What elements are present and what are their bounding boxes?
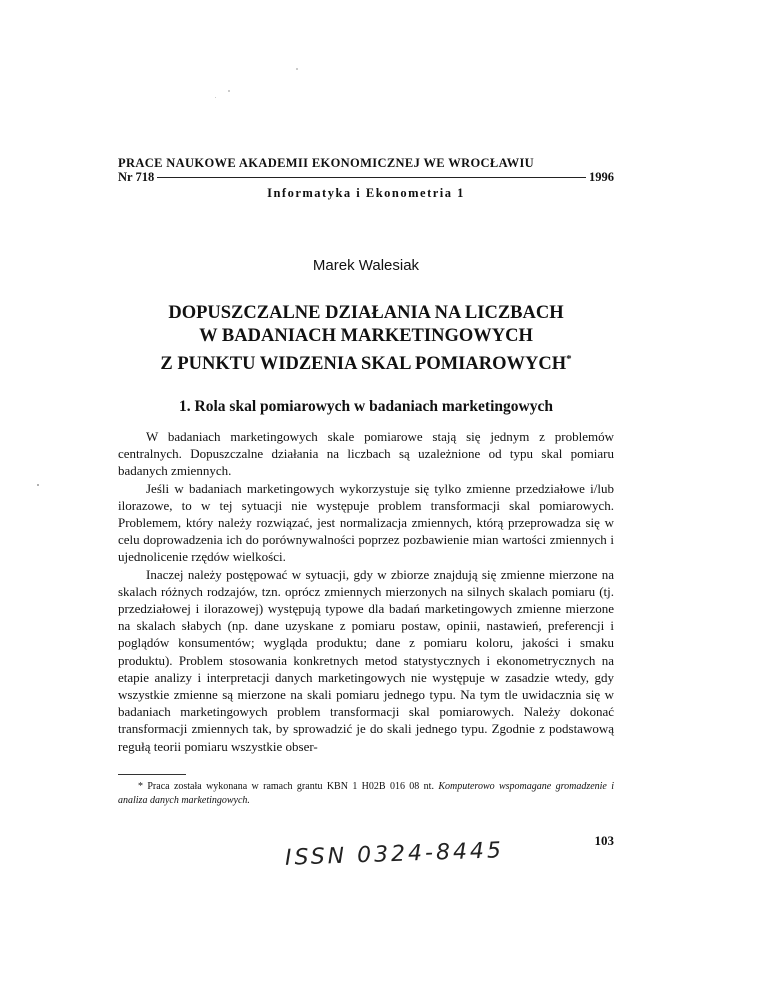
- footnote-italic-text: Komputerowo wspomagane gromadzenie i analiza danych marketingowych.: [118, 781, 615, 806]
- body-text: [118, 428, 614, 755]
- title-line-text: Z PUNKTU WIDZENIA SKAL POMIAROWYCH: [160, 354, 567, 375]
- scan-speck: [37, 484, 39, 486]
- issue-line: [118, 170, 614, 185]
- author-name: Marek Walesiak: [312, 257, 420, 274]
- issue-year: 1996: [589, 170, 614, 184]
- title-footnote-mark: *: [566, 353, 572, 365]
- issue-number: Nr 718: [118, 170, 155, 184]
- title-line: DOPUSZCZALNE DZIAŁANIA NA LICZBACH: [168, 303, 564, 323]
- footnote-mark: *: [138, 781, 143, 792]
- section-heading: 1. Rola skal pomiarowych w badaniach marketingowych: [179, 398, 553, 415]
- footnote-rule: [118, 774, 186, 775]
- scan-speck: [228, 90, 230, 92]
- header-rule: [157, 177, 586, 178]
- scan-speck: [215, 97, 216, 98]
- series-title: Informatyka i Ekonometria 1: [267, 186, 465, 200]
- footnote-text: Praca została wykonana w ramach grantu KBN 1 H02B 016 08 nt.: [147, 781, 434, 792]
- title-line: [118, 348, 614, 376]
- scan-speck: [296, 68, 298, 70]
- title-line: W BADANIACH MARKETINGOWYCH: [199, 326, 533, 346]
- handwritten-issn: ISSN 0324-8445: [284, 838, 505, 871]
- page-number: 103: [594, 833, 614, 848]
- journal-header: PRACE NAUKOWE AKADEMII EKONOMICZNEJ WE WROCŁAWIU: [118, 156, 535, 170]
- paper-title: [118, 302, 614, 376]
- paragraph: Jeśli w badaniach marketingowych wykorzystuje się tylko zmienne przedziałowe i/lub ilorazowe, to w tej sytuacji nie występuje problem transformacji skal pomiarowych. Problemem, który należy rozwiązać, jest normalizacja zmiennych, którą przeprowadza się w celu doprowadzenia ich do porównywalności poprzez pozbawienie mian wartości zmiennych i ujednolicenie rzędów wielkości.: [118, 480, 614, 565]
- footnote: [118, 780, 614, 808]
- paragraph: W badaniach marketingowych skale pomiarowe stają się jednym z problemów centralnych. Dopuszczalne działania na liczbach są uzależnione od typu skal pomiaru badanych zmiennych.: [118, 429, 614, 479]
- paragraph: Inaczej należy postępować w sytuacji, gdy w zbiorze znajdują się zmienne mierzone na skalach różnych rodzajów, tzn. oprócz zmiennych mierzonych na silnych skalach pomiaru (tj. przedziałowej i ilorazowej) występują typowe dla badań marketingowych zmienne mierzone na skalach słabych (np. dane uzyskane z pomiaru postaw, opinii, nastawień, preferencji i poglądów konsumentów; wygląda produktu; dane z pomiaru koloru, jakości i smaku produktu). Problem stosowania konkretnych metod statystycznych i ekonometrycznych na etapie analizy i interpretacji danych marketingowych nie występuje w zasadzie wtedy, gdy wszystkie zmienne są mierzone na skali pomiaru jednego typu. Na tym tle uwidacznia się w badaniach marketingowych problem transformacji skal pomiarowych. Należy dokonać transformacji zmiennych tak, by sprowadzić je do skali jednego typu. Zgodnie z podstawową regułą teorii pomiaru wszystkie obser-: [118, 566, 614, 754]
